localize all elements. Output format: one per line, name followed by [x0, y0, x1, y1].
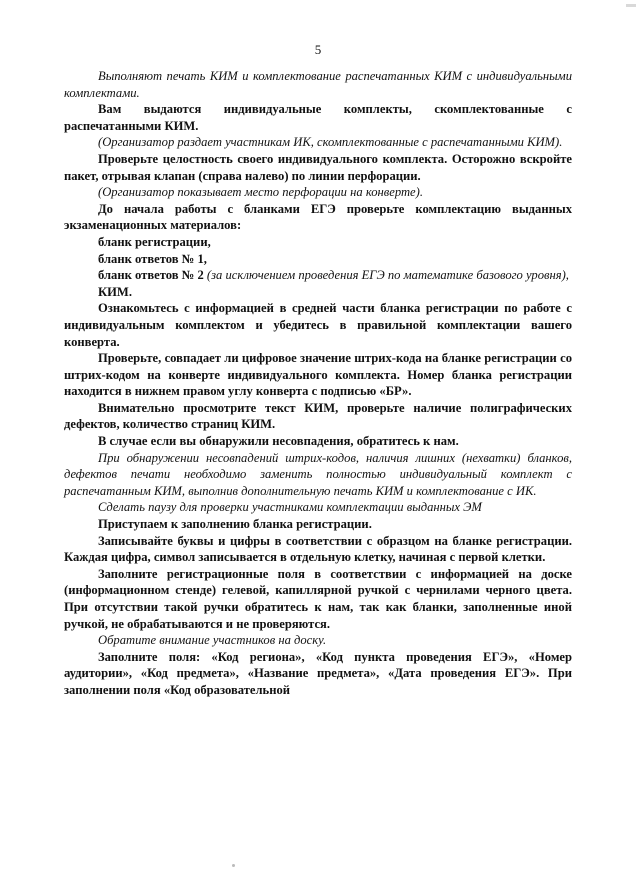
scan-corner-mark [626, 4, 636, 7]
paragraph-check-integrity: Проверьте целостность своего индивидуального комплекта. Осторожно вскройте пакет, отрывая клапан (справа налево) по линии перфорации. [64, 151, 572, 183]
paragraph-write-letters: Записывайте буквы и цифры в соответствии с образцом на бланке регистрации. Каждая цифра, символ записывается в отдельную клетку, начиная с первой клетки. [64, 533, 572, 565]
paragraph-mismatch: В случае если вы обнаружили несовпадения, обратитесь к нам. [98, 434, 459, 449]
paragraph-fill-fields: Заполните регистрационные поля в соответствии с информацией на доске (информационном стенде) гелевой, капиллярной ручкой с чернилами черного цвета. При отсутствии такой ручки обратитесь к нам, так как бланки, заполненные иной ручкой, не обрабатываются и не проверяются. [64, 566, 572, 631]
scan-speck [232, 864, 235, 867]
paragraph-organizer-distributes: (Организатор раздает участникам ИК, скомплектованные с распечатанными КИМ). [98, 135, 563, 150]
paragraph-fields-list: Заполните поля: «Код региона», «Код пункта проведения ЕГЭ», «Номер аудитории», «Код предмета», «Название предмета», «Дата проведения ЕГЭ». При заполнении поля «Код образовательной [64, 649, 572, 697]
list-item-registration-form: бланк регистрации, [98, 234, 211, 249]
list-item-answer-form-1: бланк ответов № 1, [98, 251, 207, 266]
answer-form-2-note: (за исключением проведения ЕГЭ по математике базового уровня), [203, 268, 569, 283]
paragraph-check-materials: До начала работы с бланками ЕГЭ проверьте комплектацию выданных экзаменационных материалов: [64, 201, 572, 233]
page-number: 5 [314, 42, 322, 57]
list-item-kim: КИМ. [98, 284, 132, 299]
paragraph-review-kim: Внимательно просмотрите текст КИМ, проверьте наличие полиграфических дефектов, количество страниц КИМ. [64, 400, 572, 432]
list-item-answer-form-2 [64, 267, 572, 284]
paragraph-read-info: Ознакомьтесь с информацией в средней части бланка регистрации по работе с индивидуальным комплектом и убедитесь в правильной комплектации вашего конверта. [64, 301, 572, 349]
answer-form-2-label: бланк ответов № 2 [98, 268, 204, 283]
document-body [64, 68, 572, 699]
paragraph-attention-board: Обратите внимание участников на доску. [98, 633, 327, 648]
paragraph-organizer-shows: (Организатор показывает место перфорации на конверте). [98, 185, 423, 200]
paragraph-mismatch-instructions: При обнаружении несовпадений штрих-кодов, наличия лишних (нехватки) бланков, дефектов печати необходимо заменить полностью индивидуальный комплект с распечатанным КИМ, выполнив дополнительную печать КИМ и комплектование с ИК. [64, 450, 572, 498]
paragraph-check-barcode: Проверьте, совпадает ли цифровое значение штрих-кода на бланке регистрации со штрих-кодом на конверте индивидуального комплекта. Номер бланка регистрации находится в нижнем правом углу конверта с подписью «БР». [64, 351, 572, 399]
paragraph-issued-kits: Вам выдаются индивидуальные комплекты, скомплектованные с распечатанными КИМ. [64, 102, 572, 133]
paragraph-print-kim: Выполняют печать КИМ и комплектование распечатанных КИМ с индивидуальными комплектами. [64, 69, 572, 100]
paragraph-pause: Сделать паузу для проверки участниками комплектации выданных ЭМ [98, 500, 482, 515]
paragraph-start-registration: Приступаем к заполнению бланка регистрации. [98, 517, 372, 532]
